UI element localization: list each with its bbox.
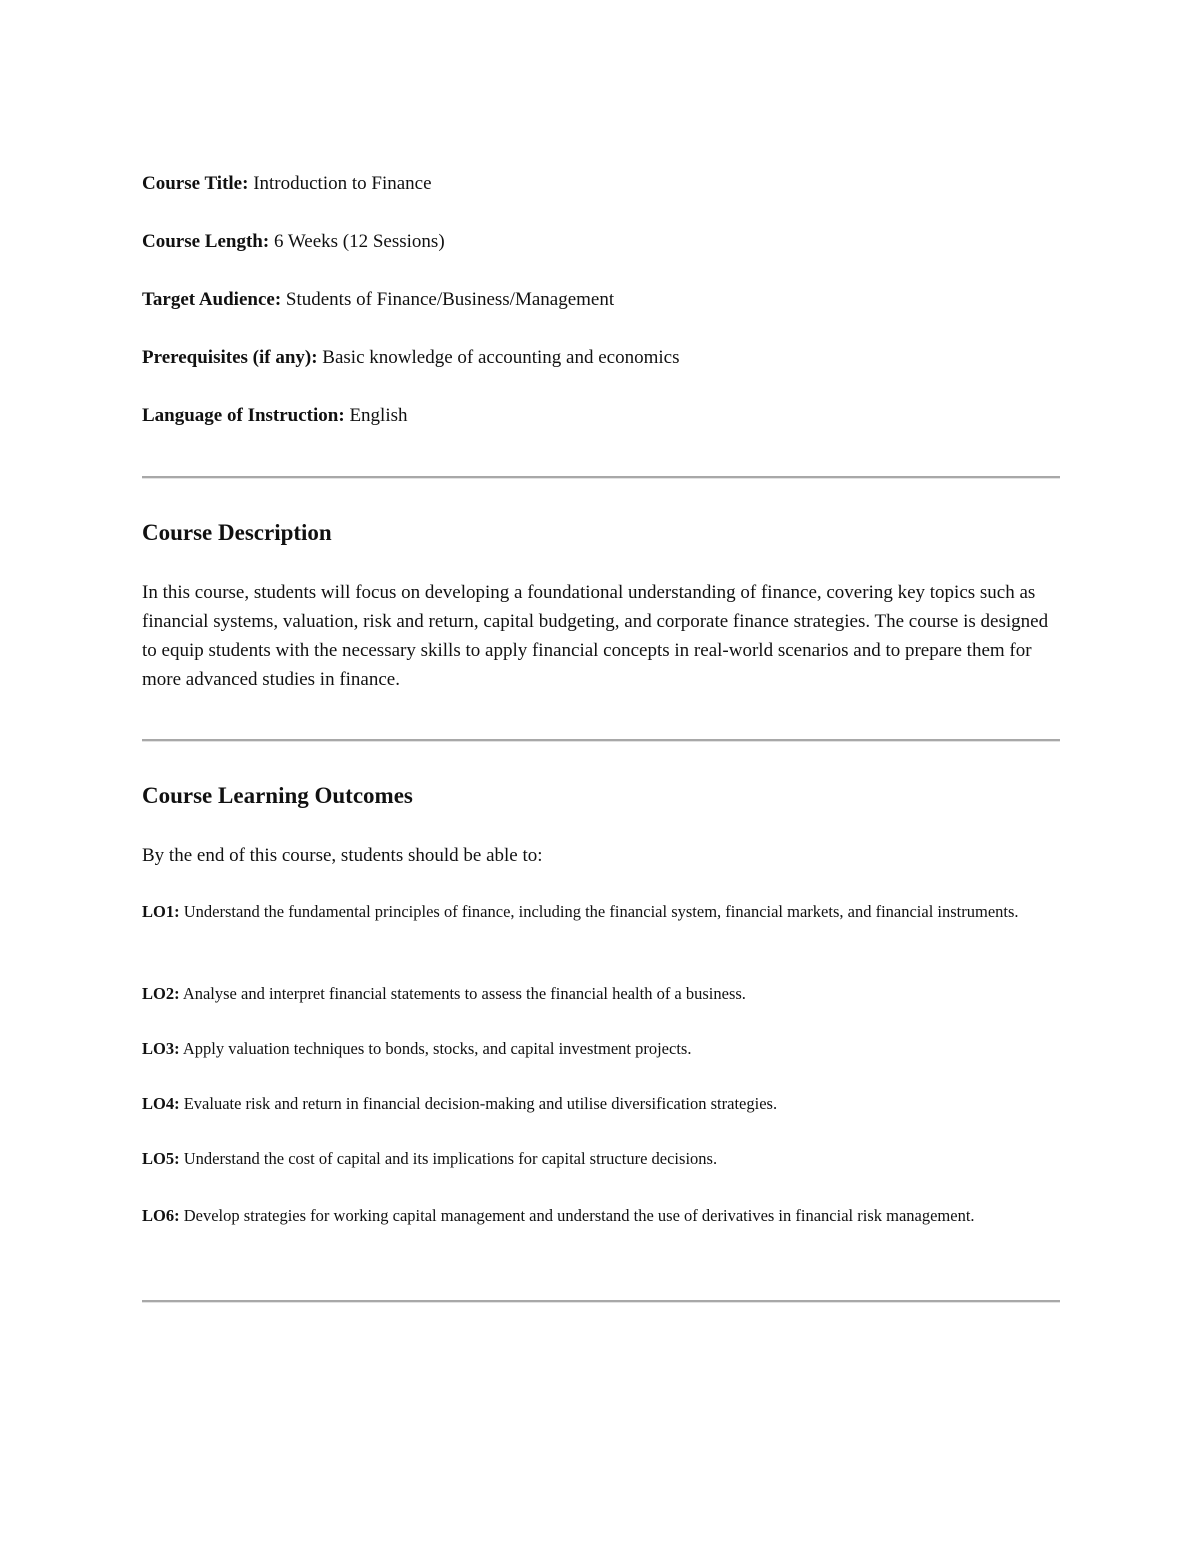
learning-outcomes-heading: Course Learning Outcomes: [142, 783, 413, 808]
lo-code: LO1:: [142, 902, 180, 921]
lo-code: LO4:: [142, 1094, 180, 1113]
language-line: [142, 404, 408, 428]
course-length-value: 6 Weeks (12 Sessions): [273, 231, 445, 252]
prerequisites-label: Prerequisites (if any):: [142, 347, 318, 368]
course-title-value: Introduction to Finance: [253, 173, 432, 194]
course-length-label: Course Length:: [142, 231, 270, 252]
learning-outcomes-intro: By the end of this course, students should be able to:: [142, 845, 543, 866]
divider-1: [142, 476, 1060, 479]
lo-text: Evaluate risk and return in financial decision-making and utilise diversification strategies.: [183, 1094, 778, 1113]
course-length-line: [142, 230, 445, 254]
course-description-heading: Course Description: [142, 520, 332, 545]
learning-outcome-lo2: [142, 980, 1042, 1007]
target-audience-value: Students of Finance/Business/Management: [285, 289, 615, 310]
learning-outcome-lo6: [142, 1202, 1042, 1229]
divider-2: [142, 739, 1060, 742]
lo-text: Understand the fundamental principles of finance, including the financial system, financial markets, and financial instruments.: [183, 902, 1019, 921]
lo-text: Apply valuation techniques to bonds, stocks, and capital investment projects.: [182, 1039, 692, 1058]
lo-code: LO6:: [142, 1206, 180, 1225]
lo-text: Understand the cost of capital and its implications for capital structure decisions.: [183, 1149, 718, 1168]
target-audience-line: [142, 288, 614, 312]
lo-code: LO3:: [142, 1039, 180, 1058]
learning-outcome-lo4: [142, 1090, 1042, 1117]
target-audience-label: Target Audience:: [142, 289, 282, 310]
prerequisites-line: [142, 346, 680, 370]
lo-code: LO2:: [142, 984, 180, 1003]
course-title-line: [142, 172, 432, 196]
prerequisites-value: Basic knowledge of accounting and economics: [322, 347, 680, 368]
learning-outcome-lo3: [142, 1035, 1042, 1062]
lo-text: Analyse and interpret financial statements to assess the financial health of a business.: [182, 984, 746, 1003]
language-label: Language of Instruction:: [142, 405, 345, 426]
lo-code: LO5:: [142, 1149, 180, 1168]
learning-outcome-lo5: [142, 1145, 1042, 1172]
language-value: English: [349, 405, 408, 426]
course-description-body: In this course, students will focus on developing a foundational understanding of finance, covering key topics such as financial systems, valuation, risk and return, capital budgeting, and corporate finance strategies. The course is designed to equip students with the necessary skills to apply financial concepts in real-world scenarios and to prepare them for more advanced studies in finance.: [142, 582, 1049, 690]
lo-text: Develop strategies for working capital management and understand the use of derivatives in financial risk management.: [183, 1206, 975, 1225]
learning-outcome-lo1: [142, 898, 1042, 925]
course-title-label: Course Title:: [142, 173, 249, 194]
divider-3: [142, 1300, 1060, 1303]
